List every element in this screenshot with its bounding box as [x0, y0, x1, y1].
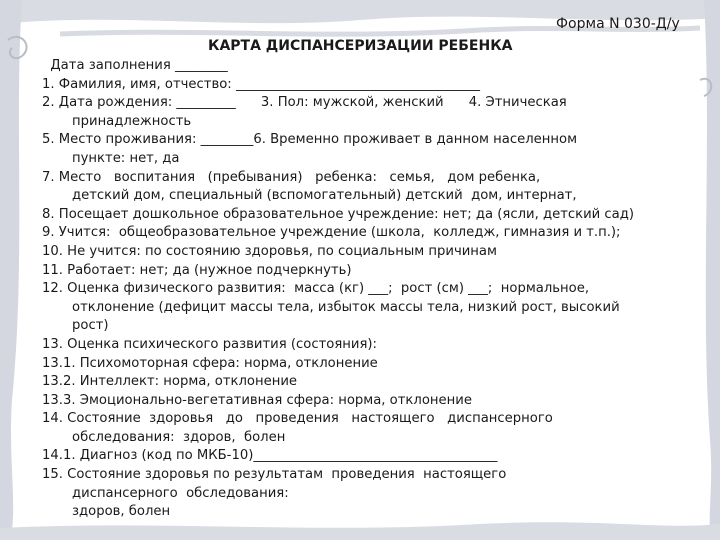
form-line: 12. Оценка физического развития: масса (кг) ___; рост (см) ___; нормальное, [42, 281, 590, 297]
form-line: отклонение (дефицит массы тела, избыток массы тела, низкий рост, высокий [72, 299, 620, 315]
right-brush-stroke [704, 0, 720, 540]
form-line: пункте: нет, да [72, 150, 180, 166]
form-line: детский дом, специальный (вспомогательный) детский дом, интернат, [72, 188, 577, 204]
form-line: 1. Фамилия, имя, отчество: _____________________________________ [42, 76, 480, 92]
form-line: 7. Место воспитания (пребывания) ребенка: семья, дом ребенка, [42, 169, 541, 185]
form-line: 13.3. Эмоционально-вегетативная сфера: норма, отклонение [42, 392, 472, 408]
form-line: рост) [72, 318, 109, 334]
form-line: здоров, болен [72, 504, 171, 520]
form-line: Дата заполнения ________ [42, 58, 228, 73]
form-line: обследования: здоров, болен [72, 429, 286, 445]
form-line: 5. Место проживания: ________6. Временно проживает в данном населенном [42, 132, 578, 148]
bottom-brush-stroke [0, 522, 720, 540]
form-line: 14.1. Диагноз (код по МКБ-10)_____________________________________ [42, 448, 498, 464]
form-body [42, 57, 682, 522]
form-line: 10. Не учится: по состоянию здоровья, по социальным причинам [42, 243, 497, 259]
form-line: 15. Состояние здоровья по результатам проведения настоящего [42, 467, 507, 483]
form-line: 9. Учится: общеобразовательное учреждение (школа, колледж, гимназия и т.п.); [42, 225, 621, 241]
form-line: 2. Дата рождения: _________ 3. Пол: мужской, женский 4. Этническая [42, 95, 567, 111]
form-line: 13.1. Психомоторная сфера: норма, отклонение [42, 355, 378, 371]
form-line: 11. Работает: нет; да (нужное подчеркнуть) [42, 262, 352, 278]
form-line: 13.2. Интеллект: норма, отклонение [42, 374, 298, 390]
form-line: диспансерного обследования: [72, 485, 289, 501]
left-brush-stroke [0, 0, 22, 540]
form-line: 8. Посещает дошкольное образовательное учреждение: нет; да (ясли, детский сад) [42, 206, 635, 222]
form-number: Форма N 030-Д/у [556, 16, 680, 32]
document-title: КАРТА ДИСПАНСЕРИЗАЦИИ РЕБЕНКА [208, 38, 513, 54]
form-line: 14. Состояние здоровья до проведения настоящего диспансерного [42, 411, 553, 427]
form-line: 13. Оценка психического развития (состояния): [42, 336, 377, 352]
form-line: принадлежность [72, 113, 192, 129]
